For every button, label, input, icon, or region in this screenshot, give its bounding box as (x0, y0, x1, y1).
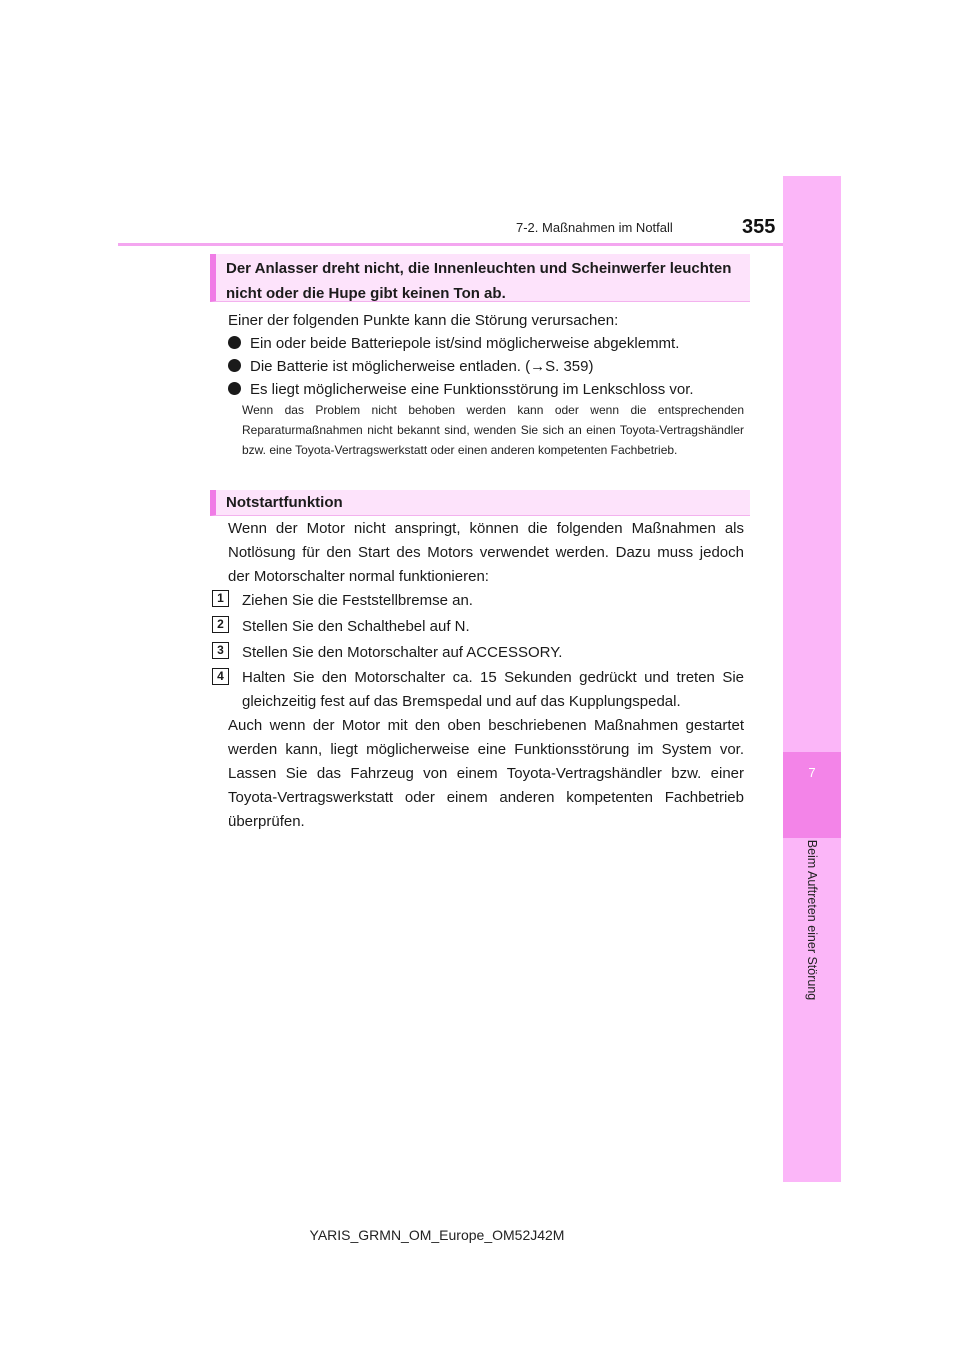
step-number-box: 4 (212, 668, 229, 685)
list-item (228, 378, 694, 402)
bullet-icon (228, 336, 241, 349)
footer-doc-id: YARIS_GRMN_OM_Europe_OM52J42M (309, 1227, 565, 1243)
step-text: Stellen Sie den Schalthebel auf N. (242, 618, 470, 635)
header-section-title: 7-2. Maßnahmen im Notfall (516, 220, 673, 235)
page-number: 355 (742, 216, 776, 238)
list-item (228, 332, 679, 356)
step-number-box: 3 (212, 642, 229, 659)
step-text: Stellen Sie den Motorschalter auf ACCESSORY. (242, 644, 563, 661)
step-number-box: 1 (212, 590, 229, 607)
note-text: Wenn das Problem nicht behoben werden kann oder wenn die entsprechenden Reparaturmaßnahmen nicht bekannt sind, wenden Sie sich an einen Toyota-Vertragshändler bzw. eine Toyota-Vertragswerkstatt oder einen anderen kompetenten Fachbetrieb. (242, 403, 744, 457)
list-item-text: Es liegt möglicherweise eine Funktionsstörung im Lenkschloss vor. (250, 381, 694, 398)
emergency-outro-text: Auch wenn der Motor mit den oben beschriebenen Maßnahmen gestartet werden kann, liegt möglicherweise eine Funktionsstörung im System vor. Lassen Sie das Fahrzeug von einem Toyota-Vertragshändler bzw. einer Toyota-Vertragswerkstatt oder einem anderen kompetenten Fachbetrieb überprüfen. (228, 717, 744, 830)
chapter-title: Beim Auftreten einer Störung (805, 839, 819, 1001)
emergency-intro-text: Wenn der Motor nicht anspringt, können die folgenden Maßnahmen als Notlösung für den Start des Motors verwendet werden. Dazu muss jedoch der Motorschalter normal funktionieren: (228, 520, 744, 585)
chapter-side-tab (783, 176, 841, 1182)
bullet-icon (228, 382, 241, 395)
intro-text: Einer der folgenden Punkte kann die Störung verursachen: (228, 312, 619, 329)
list-item-text: Die Batterie ist möglicherweise entladen. (→S. 359) (250, 358, 594, 375)
bullet-icon (228, 359, 241, 372)
chapter-number: 7 (808, 765, 816, 780)
step-number-box: 2 (212, 616, 229, 633)
section-heading-starter: Der Anlasser dreht nicht, die Innenleuchten und Scheinwerfer leuchten nicht oder die Hupe gibt keinen Ton ab. (210, 254, 750, 302)
list-item-text: Ein oder beide Batteriepole ist/sind möglicherweise abgeklemmt. (250, 335, 680, 352)
step-text: Ziehen Sie die Feststellbremse an. (242, 592, 473, 609)
list-item (228, 355, 594, 379)
footer (0, 1227, 960, 1243)
step-text: Halten Sie den Motorschalter ca. 15 Sekunden gedrückt und treten Sie gleichzeitig fest auf das Bremspedal und auf das Kupplungspedal. (242, 669, 744, 710)
header-rule (118, 243, 841, 246)
section-heading-emergency-start: Notstartfunktion (210, 490, 750, 516)
